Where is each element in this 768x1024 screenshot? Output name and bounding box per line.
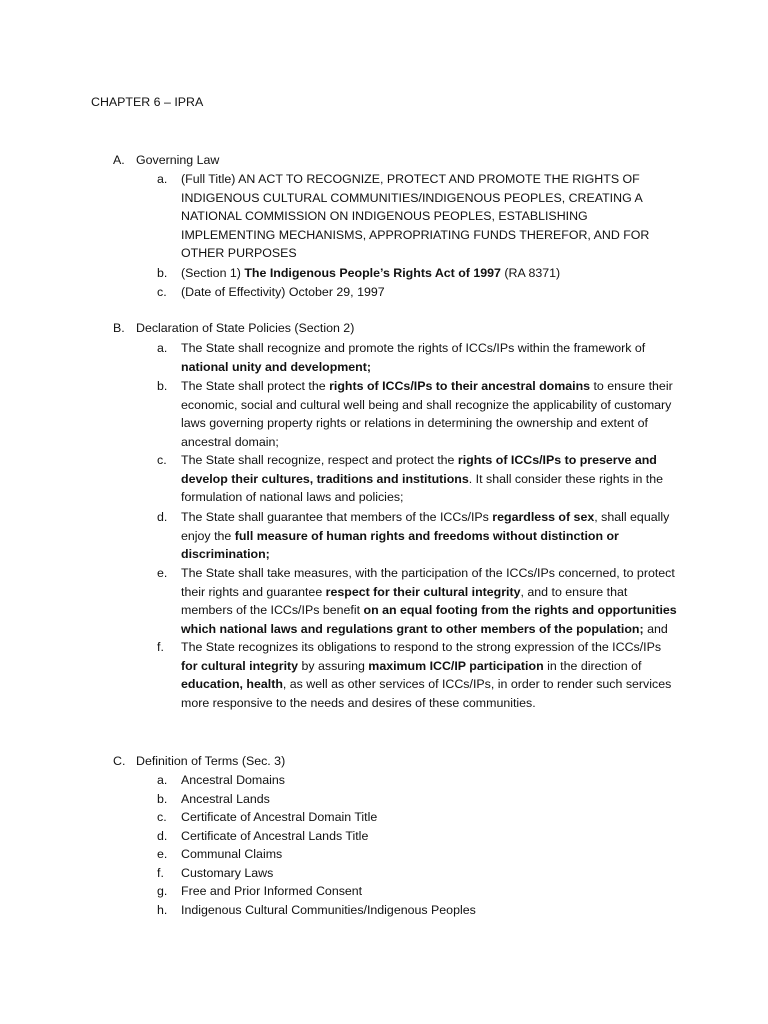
list-item: [157, 771, 677, 790]
list-item: [157, 264, 677, 283]
section-title: Declaration of State Policies (Section 2): [136, 321, 355, 335]
list-item: [157, 845, 677, 864]
list-item: [157, 638, 677, 712]
list-item-text: [181, 638, 677, 712]
text-run: . It shall consider these rights in the formulation of national laws and policies;: [181, 471, 664, 505]
list-item: [157, 790, 677, 809]
list-item-label: e.: [157, 566, 168, 580]
list-item-label: b.: [157, 379, 168, 393]
list-item-label: f.: [157, 640, 164, 654]
bold-text-run: rights of ICCs/IPs to preserve and develop their cultures, traditions and institutions: [181, 453, 657, 486]
list-item-label: c.: [157, 285, 167, 299]
text-run: The State shall protect the: [181, 379, 330, 393]
list-item-label: g.: [157, 884, 168, 898]
bold-text-run: rights of ICCs/IPs to their ancestral domains: [329, 379, 591, 393]
list-item-label: d.: [157, 510, 168, 524]
list-item: [157, 508, 677, 564]
list-item-label: e.: [157, 847, 168, 861]
list-item-label: a.: [157, 172, 168, 186]
list-item: [157, 377, 677, 451]
list-item-label: a.: [157, 341, 168, 355]
text-run: Ancestral Lands: [181, 792, 270, 806]
list-item-text: [181, 264, 677, 283]
bold-text-run: regardless of sex: [492, 510, 595, 524]
list-item-text: [181, 845, 677, 864]
text-run: The State shall guarantee that members of the ICCs/IPs: [181, 510, 493, 524]
text-run: Indigenous Cultural Communities/Indigenous Peoples: [181, 903, 476, 917]
text-run: The State recognizes its obligations to respond to the strong expression of the ICCs/IPs: [181, 640, 662, 654]
text-run: The State shall recognize, respect and protect the: [181, 453, 458, 467]
list-item: [157, 827, 677, 846]
bold-text-run: for cultural integrity: [181, 658, 299, 673]
list-item: [157, 451, 677, 507]
list-item-text: [181, 864, 677, 883]
list-item-text: [181, 283, 677, 302]
text-run: The State shall take measures, with the participation of the ICCs/IPs concerned, to protect their rights and guarantee: [181, 566, 675, 599]
list-item-text: [181, 564, 677, 638]
list-item-text: [181, 377, 677, 451]
list-item: [157, 808, 677, 827]
list-item-text: [181, 771, 677, 790]
list-item-label: c.: [157, 810, 167, 824]
text-run: Certificate of Ancestral Domain Title: [181, 810, 378, 824]
list-item-label: c.: [157, 453, 167, 467]
list-item: [157, 170, 677, 263]
text-run: to ensure their economic, social and cultural well being and shall recognize the applicability of customary laws governing property rights or relations in determining the ownership and extent of ancestral domain;: [181, 379, 673, 449]
text-run: Certificate of Ancestral Lands Title: [181, 829, 369, 843]
text-run: in the direction of: [543, 658, 642, 673]
list-item: [157, 283, 677, 302]
list-item-text: [181, 882, 677, 901]
text-run: , and to ensure that members of the ICCs/IPs benefit: [181, 584, 628, 618]
bold-text-run: The Indigenous People’s Rights Act of 1997: [244, 266, 501, 280]
section-title: Governing Law: [136, 153, 220, 167]
list-item-text: [181, 451, 677, 507]
list-item-text: [181, 827, 677, 846]
list-item-text: [181, 339, 677, 376]
section-heading: [113, 151, 219, 170]
list-item-text: [181, 508, 677, 564]
text-run: (RA 8371): [500, 266, 561, 280]
list-item-label: d.: [157, 829, 168, 843]
list-item: [157, 882, 677, 901]
bold-text-run: education, health: [181, 677, 283, 692]
section-label: B.: [113, 321, 125, 335]
bold-text-run: respect for their cultural integrity: [325, 584, 521, 599]
list-item: [157, 339, 677, 376]
section-label: A.: [113, 153, 125, 167]
bold-text-run: full measure of human rights and freedoms without distinction or discrimination;: [181, 528, 619, 562]
chapter-title: CHAPTER 6 – IPRA: [91, 95, 204, 109]
text-run: Customary Laws: [181, 866, 274, 880]
text-run: , as well as other services of ICCs/IPs, in order to render such services more responsive to the needs and desires of these communities.: [181, 677, 672, 710]
text-run: (Section 1): [181, 266, 245, 280]
list-item: [157, 864, 677, 883]
text-run: by assuring: [298, 658, 369, 673]
list-item: [157, 564, 677, 638]
list-item-label: b.: [157, 266, 168, 280]
section-label: C.: [113, 754, 126, 768]
text-run: The State shall recognize and promote the rights of ICCs/IPs within the framework of: [181, 341, 646, 355]
list-item-label: b.: [157, 792, 168, 806]
list-item-label: a.: [157, 773, 168, 787]
list-item-text: [181, 901, 677, 920]
text-run: (Date of Effectivity) October 29, 1997: [181, 285, 385, 299]
section-title: Definition of Terms (Sec. 3): [136, 754, 286, 768]
bold-text-run: national unity and development;: [181, 359, 372, 374]
bold-text-run: on an equal footing from the rights and opportunities which national laws and regulations grant to other members of the population;: [181, 603, 677, 636]
section-heading: [113, 752, 285, 771]
section-heading: [113, 319, 354, 338]
list-item-label: h.: [157, 903, 168, 917]
list-item-label: f.: [157, 866, 164, 880]
list-item-text: [181, 808, 677, 827]
list-item: [157, 901, 677, 920]
text-run: Free and Prior Informed Consent: [181, 884, 363, 898]
list-item-text: [181, 170, 677, 263]
text-run: (Full Title) AN ACT TO RECOGNIZE, PROTECT AND PROMOTE THE RIGHTS OF INDIGENOUS CULTURAL COMMUNITIES/INDIGENOUS PEOPLES, CREATING A NATIONAL COMMISSION ON INDIGENOUS PEOPLES, ESTABLISHING IMPLEMENTING MECHANISMS, APPROPRIATING FUNDS THEREFOR, AND FOR OTHER PURPOSES: [181, 172, 650, 261]
text-run: Communal Claims: [181, 847, 283, 861]
text-run: Ancestral Domains: [181, 773, 285, 787]
bold-text-run: maximum ICC/IP participation: [368, 658, 544, 673]
text-run: , shall equally enjoy the: [181, 510, 670, 543]
list-item-text: [181, 790, 677, 809]
text-run: and: [643, 621, 668, 636]
